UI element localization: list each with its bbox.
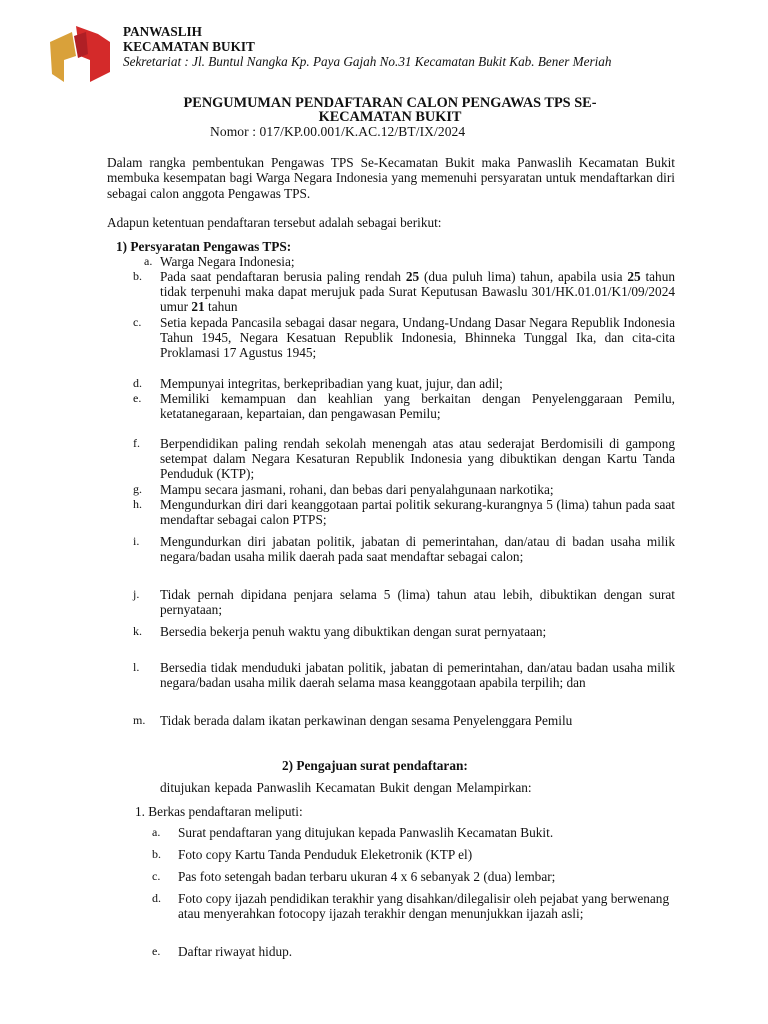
logo-dark-shape	[74, 32, 88, 58]
item-text: Pada saat pendaftaran berusia paling rendah 25 (dua puluh lima) tahun, apabila usia 25 tahun tidak terpenuhi maka dapat merujuk pada Surat Keputusan Bawaslu 301/HK.01.01/K1/09/2024 umur 21 tahun	[160, 269, 676, 315]
item-letter: b.	[133, 269, 142, 283]
item-letter: d.	[152, 891, 161, 905]
title-line1: PENGUMUMAN PENDAFTARAN CALON PENGAWAS TPS SE-	[183, 95, 597, 111]
item-text: Surat pendaftaran yang ditujukan kepada Panwaslih Kecamatan Bukit.	[178, 825, 554, 840]
item-text: Warga Negara Indonesia;	[160, 254, 295, 269]
item-text: Tidak berada dalam ikatan perkawinan dengan sesama Penyelenggara Pemilu	[160, 713, 573, 728]
requirement-item-j	[128, 587, 675, 617]
document-number: Nomor : 017/KP.00.001/K.AC.12/BT/IX/2024	[210, 124, 466, 139]
item-letter: c.	[152, 869, 161, 883]
item-text: Mampu secara jasmani, rohani, dan bebas dari penyalahgunaan narkotika;	[160, 482, 554, 497]
item-text: Memiliki kemampuan dan keahlian yang berkaitan dengan Penyelenggaraan Pemilu, ketatanegaraan, kepartaian, dan pengawasan Pemilu;	[160, 391, 675, 422]
requirement-item-a	[128, 254, 675, 269]
logo-gold-shape	[50, 32, 76, 82]
berkas-item-a	[152, 825, 674, 840]
berkas-heading: 1. Berkas pendaftaran meliputi:	[135, 804, 303, 819]
berkas-item-c	[152, 869, 674, 884]
intro-paragraph-2: Adapun ketentuan pendaftaran tersebut adalah sebagai berikut:	[107, 215, 442, 230]
item-text: Mengundurkan diri dari keanggotaan partai politik sekurang-kurangnya 5 (lima) tahun pada saat mendaftar sebagai calon PTPS;	[160, 497, 675, 528]
item-letter: l.	[133, 660, 140, 674]
item-letter: c.	[133, 315, 142, 329]
requirement-item-b	[128, 269, 675, 315]
item-letter: f.	[133, 436, 140, 450]
panwaslih-logo	[50, 24, 112, 84]
item-letter: m.	[133, 713, 146, 727]
requirement-item-e	[128, 391, 675, 421]
item-text: Tidak pernah dipidana penjara selama 5 (lima) tahun atau lebih, dibuktikan dengan surat pernyataan;	[160, 587, 675, 618]
item-letter: g.	[133, 482, 142, 496]
item-letter: h.	[133, 497, 142, 511]
section2-heading: 2) Pengajuan surat pendaftaran:	[282, 758, 468, 773]
title-line2: KECAMATAN BUKIT	[318, 109, 462, 125]
berkas-item-e	[152, 944, 674, 959]
item-letter: a.	[152, 825, 161, 839]
requirement-item-m	[128, 713, 675, 728]
requirement-item-h	[128, 497, 675, 527]
item-letter: e.	[133, 391, 142, 405]
org-name-line1: PANWASLIH	[123, 24, 202, 39]
intro-paragraph: Dalam rangka pembentukan Pengawas TPS Se-Kecamatan Bukit maka Panwaslih Kecamatan Bukit membuka kesempatan bagi Warga Negara Indonesia yang memenuhi persyaratan untuk mendaftarkan diri sebagai calon anggota Pengawas TPS.	[107, 155, 675, 201]
item-text: Bersedia bekerja penuh waktu yang dibuktikan dengan surat pernyataan;	[160, 624, 547, 639]
document-title	[120, 96, 660, 124]
item-letter: d.	[133, 376, 142, 390]
item-letter: j.	[133, 587, 140, 601]
requirement-item-g	[128, 482, 675, 497]
berkas-item-d	[152, 891, 674, 921]
item-text: Pas foto setengah badan terbaru ukuran 4 x 6 sebanyak 2 (dua) lembar;	[178, 869, 556, 884]
item-letter: k.	[133, 624, 142, 638]
item-text: Mengundurkan diri jabatan politik, jabatan di pemerintahan, dan/atau di badan usaha milik negara/badan usaha milik daerah pada saat mendaftar sebagai calon;	[160, 534, 675, 565]
item-text: Daftar riwayat hidup.	[178, 944, 293, 959]
requirement-item-k	[128, 624, 675, 639]
item-letter: i.	[133, 534, 140, 548]
item-text: Foto copy Kartu Tanda Penduduk Eleketronik (KTP el)	[178, 847, 473, 862]
requirement-item-f	[128, 436, 675, 482]
requirement-item-l	[128, 660, 675, 690]
section2-intro: ditujukan kepada Panwaslih Kecamatan Bukit dengan Melampirkan:	[160, 780, 532, 795]
item-text: Bersedia tidak menduduki jabatan politik, jabatan di pemerintahan, dan/atau badan usaha milik negara/badan usaha milik daerah selama masa keanggotaan apabila terpilih; dan	[160, 660, 675, 691]
org-address: Sekretariat : Jl. Buntul Nangka Kp. Paya Gajah No.31 Kecamatan Bukit Kab. Bener Meriah	[123, 54, 612, 69]
requirement-item-d	[128, 376, 675, 391]
item-text: Foto copy ijazah pendidikan terakhir yang disahkan/dilegalisir oleh pejabat yang berwenang atau menyerahkan fotocopy ijazah terakhir dengan menunjukkan ijazah asli;	[178, 891, 670, 922]
requirement-item-i	[128, 534, 675, 564]
item-text: Setia kepada Pancasila sebagai dasar negara, Undang-Undang Dasar Negara Republik Indonesia Tahun 1945, Negara Kesatuan Republik Indonesia, Bhinneka Tunggal Ika, dan cita-cita Proklamasi 17 Agustus 1945;	[160, 315, 675, 361]
item-letter: e.	[152, 944, 161, 958]
item-text: Mempunyai integritas, berkepribadian yang kuat, jujur, dan adil;	[160, 376, 503, 391]
requirement-item-c	[128, 315, 675, 361]
org-name-line2: KECAMATAN BUKIT	[123, 39, 255, 54]
item-text: Berpendidikan paling rendah sekolah menengah atas atau sederajat Berdomisili di gampong setempat dalam Negara Kesaturan Republik Indonesia yang dibuktikan dengan Kartu Tanda Penduduk (KTP);	[160, 436, 675, 482]
section1-heading: 1) Persyaratan Pengawas TPS:	[116, 239, 292, 254]
org-header	[123, 24, 611, 69]
berkas-item-b	[152, 847, 674, 862]
item-letter: a.	[144, 254, 153, 268]
item-letter: b.	[152, 847, 161, 861]
